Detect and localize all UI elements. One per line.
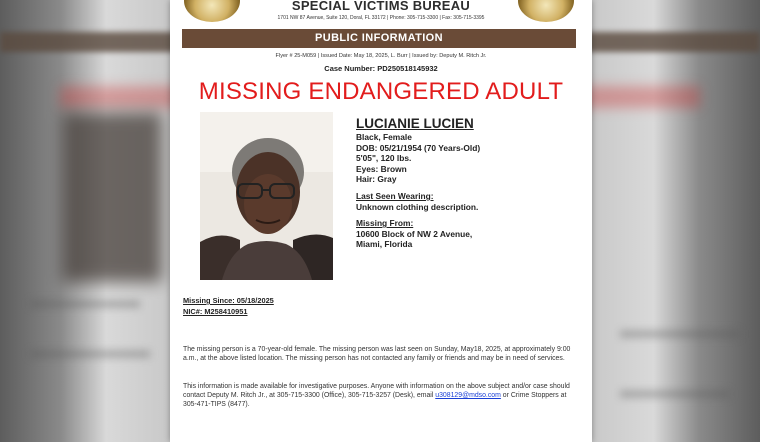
person-race-sex: Black, Female [356, 132, 412, 142]
description-paragraph: The missing person is a 70-year-old female. The missing person was last seen on Sunday, May18, 2025, at approximately 9:00 a.m., at the above listed location. The missing person has not contacted any family or friends and may be in need of services. [183, 346, 571, 363]
contact-paragraph [183, 382, 579, 410]
missing-since: Missing Since: 05/18/2025 [183, 296, 274, 305]
last-seen-label: Last Seen Wearing: [356, 190, 434, 201]
headline: MISSING ENDANGERED ADULT [198, 78, 564, 105]
person-height-weight: 5'05", 120 lbs. [356, 153, 412, 164]
blurred-background-text [620, 330, 740, 338]
person-details [356, 116, 581, 250]
missing-from-line2: Miami, Florida [356, 239, 413, 250]
blurred-background-text [30, 300, 140, 308]
flyer-document [170, 0, 592, 442]
person-hair: Hair: Gray [356, 174, 397, 185]
blurred-background-text [30, 350, 150, 358]
person-eyes: Eyes: Brown [356, 163, 407, 174]
flyer-issue-line: Flyer # 25-M059 | Issued Date: May 18, 2025, L. Burr | Issued by: Deputy M. Ritch Jr. [275, 53, 487, 59]
missing-person-photo [200, 112, 333, 280]
missing-from-line1: 10600 Block of NW 2 Avenue, [356, 228, 473, 239]
blurred-background-text [620, 390, 730, 398]
nic-number: NIC#: M258410951 [183, 307, 248, 316]
contact-paragraph-tail: or Crime Stoppers at 305-471-TIPS (8477). [183, 392, 567, 409]
contact-paragraph-text: This information is made available for investigative purposes. Anyone with information on the above subject and/or case should contact Deputy M. Ritch Jr., at 305-715-3300 (Office), 305-715-3257 (Desk), email [183, 383, 570, 400]
public-information-banner: PUBLIC INFORMATION [182, 29, 576, 48]
bureau-address: 1701 NW 87 Avenue, Suite 120, Doral, FL 33172 | Phone: 305-715-3300 | Fax: 305-715-3395 [277, 15, 485, 21]
person-dob: DOB: 05/21/1954 (70 Years-Old) [356, 142, 481, 153]
contact-email-link[interactable]: u308129@mdso.com [435, 392, 501, 400]
person-name: LUCIANIE LUCIEN [356, 116, 474, 131]
blurred-background-photo [62, 112, 162, 282]
bureau-title: SPECIAL VICTIMS BUREAU [291, 0, 471, 13]
missing-from-label: Missing From: [356, 218, 414, 229]
missing-since-block [183, 295, 274, 317]
last-seen-value: Unknown clothing description. [356, 201, 479, 212]
case-number: Case Number: PD250518145932 [324, 64, 438, 73]
